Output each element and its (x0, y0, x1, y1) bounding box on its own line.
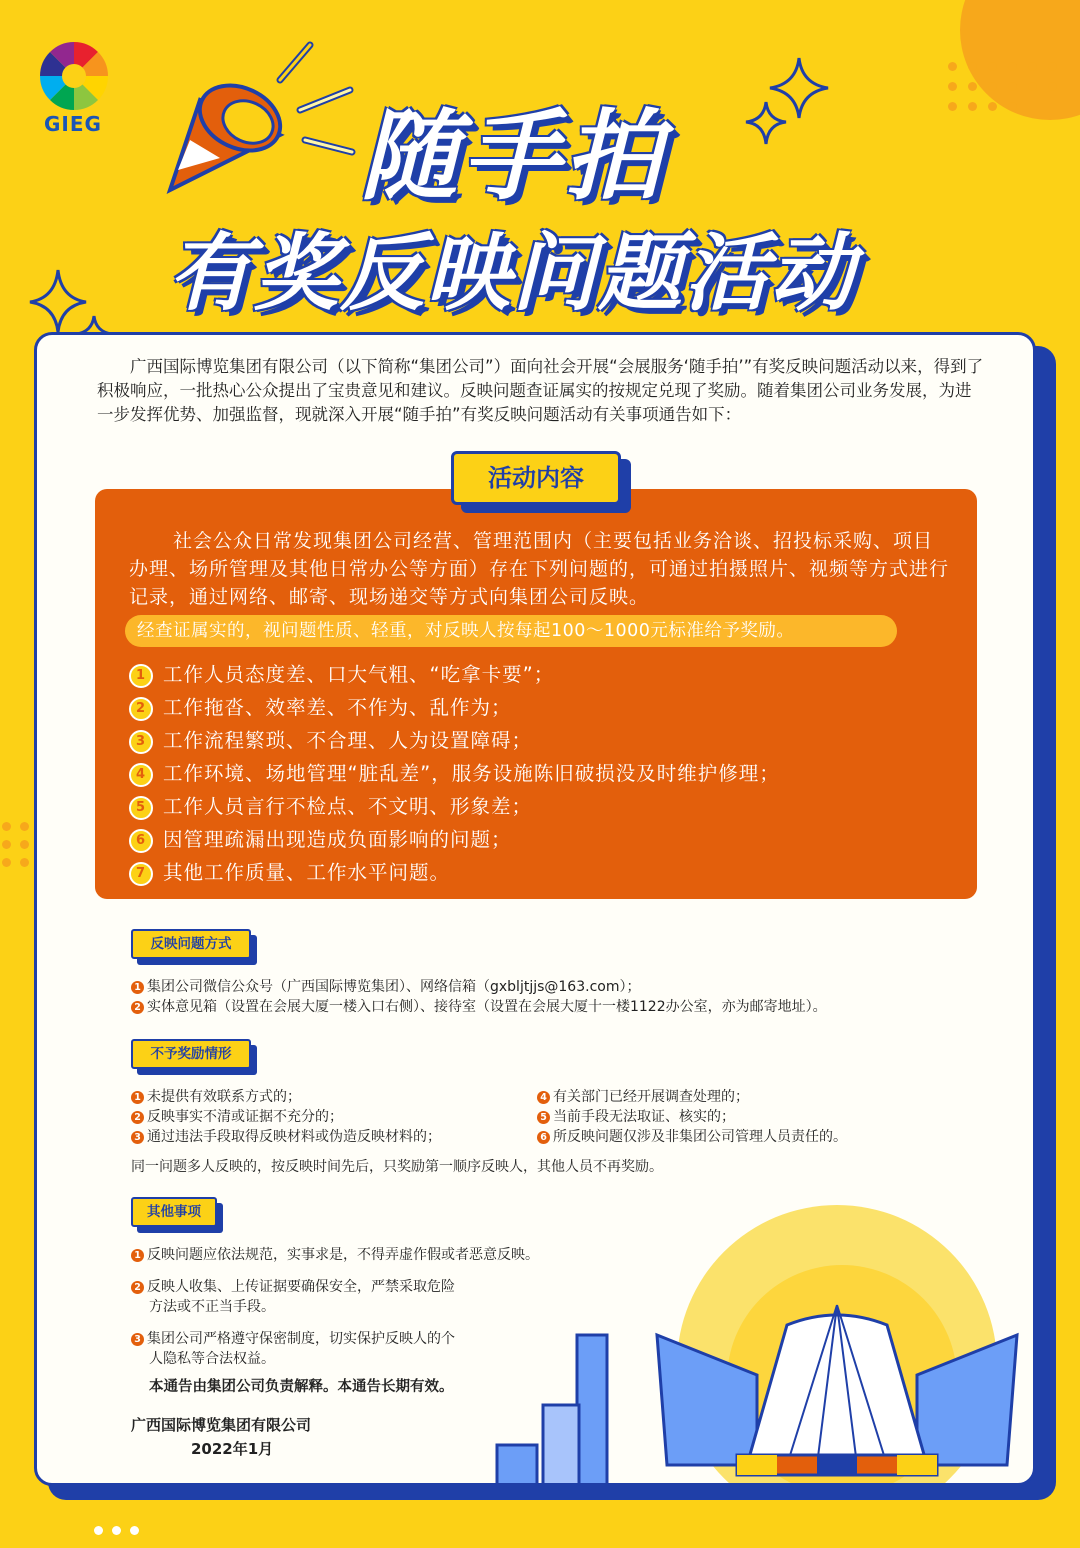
item-text: 其他工作质量、工作水平问题。 (163, 861, 451, 884)
number-badge: 3 (131, 1131, 144, 1144)
number-badge: 1 (131, 1249, 144, 1262)
number-badge: 5 (537, 1111, 550, 1124)
footer-company: 广西国际博览集团有限公司 (131, 1416, 312, 1434)
content-item (129, 824, 512, 853)
title-line-2: 有奖反映问题活动 (168, 224, 857, 322)
logo-text: GIEG (44, 112, 102, 136)
notice-card (34, 332, 1036, 1486)
number-badge: 5 (129, 796, 153, 820)
item-text: 反映人收集、上传证据要确保安全，严禁采取危险 (147, 1279, 455, 1295)
exclusion-item (131, 1087, 301, 1107)
exclusion-item (537, 1087, 749, 1107)
content-item (129, 857, 450, 886)
pinwheel-icon (38, 40, 110, 112)
methods-title: 反映问题方式 (131, 929, 251, 959)
number-badge: 6 (537, 1131, 550, 1144)
content-item (129, 692, 512, 721)
other-item (131, 1329, 455, 1349)
item-text: 有关部门已经开展调查处理的； (553, 1089, 749, 1105)
number-badge: 1 (129, 664, 153, 688)
item-text: 集团公司微信公众号（广西国际博览集团）、网络信箱（gxbljtjjs@163.com）； (147, 979, 641, 995)
item-text: 工作流程繁琐、不合理、人为设置障碍； (163, 729, 533, 752)
content-title: 活动内容 (451, 451, 621, 505)
item-text: 工作人员言行不检点、不文明、形象差； (163, 795, 533, 818)
content-item (129, 725, 532, 754)
item-text: 当前手段无法取证、核实的； (553, 1109, 735, 1125)
content-item (129, 659, 554, 688)
intro-paragraph: 广西国际博览集团有限公司（以下简称“集团公司”）面向社会开展“会展服务‘随手拍’”有奖反映问题活动以来，得到了积极响应，一批热心公众提出了宝贵意见和建议。反映问题查证属实的按规定兑现了奖励。随着集团公司业务发展，为进一步发挥优势、加强监督，现就深入开展“随手拍”有奖反映问题活动有关事项通告如下： (97, 357, 984, 424)
other-item-cont: 方法或不正当手段。 (149, 1299, 275, 1315)
number-badge: 1 (131, 981, 144, 994)
exclusions-title: 不予奖励情形 (131, 1039, 251, 1069)
item-text: 工作拖沓、效率差、不作为、乱作为； (163, 696, 512, 719)
number-badge: 2 (129, 697, 153, 721)
exclusion-item (131, 1127, 441, 1147)
content-intro: 社会公众日常发现集团公司经营、管理范围内（主要包括业务洽谈、招投标采购、项目办理、场所管理及其他日常办公等方面）存在下列问题的，可通过拍摄照片、视频等方式进行记录，通过网络、邮寄、现场递交等方式向集团公司反映。 (129, 530, 950, 608)
number-badge: 6 (129, 829, 153, 853)
footer-date: 2022年1月 (191, 1440, 274, 1458)
number-badge: 2 (131, 1281, 144, 1294)
reward-banner: 经查证属实的，视问题性质、轻重，对反映人按每起100～1000元标准给予奖励。 (125, 615, 897, 647)
item-text: 通过违法手段取得反映材料或伪造反映材料的； (147, 1129, 441, 1145)
content-item (129, 791, 532, 820)
megaphone-icon (160, 40, 360, 210)
number-badge: 4 (537, 1091, 550, 1104)
number-badge: 7 (129, 862, 153, 886)
building-illustration (457, 1295, 1036, 1486)
number-badge: 2 (131, 1111, 144, 1124)
sparkle-icon (744, 54, 834, 154)
closing-statement: 本通告由集团公司负责解释。本通告长期有效。 (149, 1379, 454, 1395)
exclusion-note: 同一问题多人反映的，按反映时间先后，只奖励第一顺序反映人，其他人员不再奖励。 (131, 1159, 663, 1175)
exclusion-item (537, 1107, 735, 1127)
item-text: 工作人员态度差、口大气粗、“吃拿卡要”； (163, 663, 555, 686)
item-text: 反映问题应依法规范，实事求是，不得弄虚作假或者恶意反映。 (147, 1247, 539, 1263)
exclusion-item (131, 1107, 343, 1127)
other-item-cont: 人隐私等合法权益。 (149, 1351, 275, 1367)
item-text: 所反映问题仅涉及非集团公司管理人员责任的。 (553, 1129, 847, 1145)
title-line-1: 随手拍 (360, 100, 667, 214)
method-item (131, 997, 827, 1017)
number-badge: 3 (131, 1333, 144, 1346)
method-item (131, 977, 640, 997)
number-badge: 1 (131, 1091, 144, 1104)
item-text: 反映事实不清或证据不充分的； (147, 1109, 343, 1125)
other-item (131, 1277, 455, 1297)
item-text: 工作环境、场地管理“脏乱差”，服务设施陈旧破损没及时维护修理； (163, 762, 780, 785)
item-text: 因管理疏漏出现造成负面影响的问题； (163, 828, 512, 851)
number-badge: 4 (129, 763, 153, 787)
content-item (129, 758, 780, 787)
exclusion-item (537, 1127, 847, 1147)
other-title: 其他事项 (131, 1197, 217, 1227)
number-badge: 2 (131, 1001, 144, 1014)
content-section (95, 489, 977, 899)
item-text: 集团公司严格遵守保密制度，切实保护反映人的个 (147, 1331, 455, 1347)
deco-circle (960, 0, 1080, 120)
other-item (131, 1245, 539, 1265)
item-text: 未提供有效联系方式的； (147, 1089, 301, 1105)
number-badge: 3 (129, 730, 153, 754)
item-text: 实体意见箱（设置在会展大厦一楼入口右侧）、接待室（设置在会展大厦十一楼1122办公室，亦为邮寄地址）。 (147, 999, 827, 1015)
